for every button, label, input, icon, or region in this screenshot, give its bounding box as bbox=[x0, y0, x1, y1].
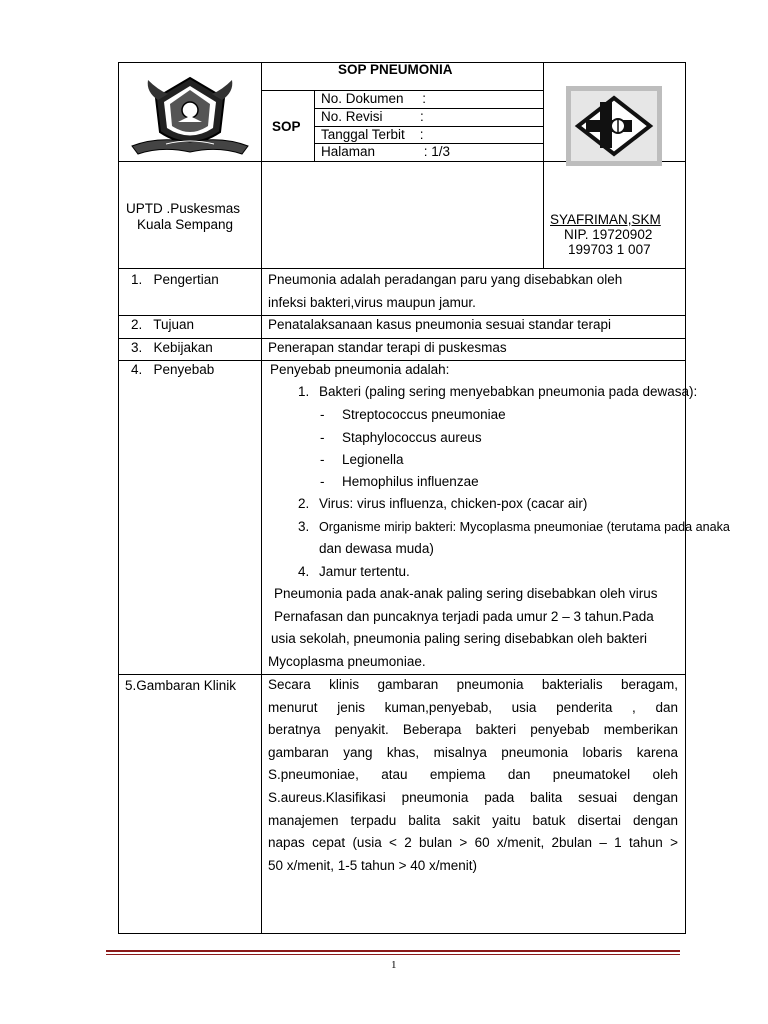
pengertian-line2: infeksi bakteri,virus maupun jamur. bbox=[268, 295, 476, 310]
list-item-virus: Virus: virus influenza, chicken-pox (cacar air) bbox=[319, 496, 588, 511]
list-item-number: 3. bbox=[298, 519, 310, 534]
page-number: 1 bbox=[391, 959, 397, 971]
list-item-number: 4. bbox=[298, 564, 310, 579]
list-item-mycoplasma-cont: dan dewasa muda) bbox=[319, 541, 434, 556]
revision-field: No. Revisi : bbox=[321, 109, 424, 124]
tujuan-text: Penatalaksanaan kasus pneumonia sesuai standar terapi bbox=[268, 317, 611, 332]
label-gambaran-klinik: 5.Gambaran Klinik bbox=[125, 678, 237, 693]
dash-bullet: - bbox=[320, 452, 325, 467]
gambaran-line: manajemen terpadu balita sakit yaitu batuk disertai dengan bbox=[268, 812, 678, 828]
gambaran-line: 50 x/menit, 1-5 tahun > 40 x/menit) bbox=[268, 857, 477, 873]
dash-bullet: - bbox=[320, 430, 325, 445]
gambaran-line: napas cepat (usia < 2 bulan > 60 x/menit, 2bulan – 1 tahun > bbox=[268, 835, 678, 851]
signer-name: SYAFRIMAN,SKM bbox=[550, 212, 661, 227]
label-kebijakan: 3. Kebijakan bbox=[131, 340, 213, 355]
gambaran-line: menurut jenis kuman,penyebab, usia penderita , dan bbox=[268, 699, 678, 715]
regency-emblem-logo bbox=[128, 72, 252, 160]
list-item-number: 2. bbox=[298, 496, 310, 511]
org-name-line1: UPTD .Puskesmas bbox=[126, 201, 241, 216]
gambaran-line: Secara klinis gambaran pneumonia bakterialis beragam, bbox=[268, 677, 678, 692]
list-item-bacteria: Bakteri (paling sering menyebabkan pneumonia pada dewasa): bbox=[319, 384, 698, 399]
kebijakan-text: Penerapan standar terapi di puskesmas bbox=[268, 340, 507, 355]
page-field: Halaman : 1/3 bbox=[321, 144, 451, 159]
penyebab-paragraph-line: Pernafasan dan puncaknya terjadi pada umur 2 – 3 tahun.Pada bbox=[274, 609, 654, 624]
penyebab-paragraph-line: Mycoplasma pneumoniae. bbox=[268, 654, 426, 669]
bacteria-item: Legionella bbox=[342, 452, 404, 467]
dash-bullet: - bbox=[320, 474, 325, 489]
doc-number-field: No. Dokumen : bbox=[321, 91, 427, 106]
sop-label: SOP bbox=[272, 119, 301, 134]
gambaran-line: S.aureus.Klasifikasi pneumonia pada balita sesuai dengan bbox=[268, 789, 678, 805]
pengertian-line1: Pneumonia adalah peradangan paru yang disebabkan oleh bbox=[268, 272, 623, 287]
dash-bullet: - bbox=[320, 407, 325, 422]
bacteria-item: Hemophilus influenzae bbox=[342, 474, 479, 489]
gambaran-line: S.pneumoniae, atau empiema dan pneumatokel oleh bbox=[268, 767, 678, 783]
label-tujuan: 2. Tujuan bbox=[131, 317, 195, 332]
list-item-fungi: Jamur tertentu. bbox=[319, 564, 410, 579]
bacteria-item: Staphylococcus aureus bbox=[342, 430, 482, 445]
org-name-line2: Kuala Sempang bbox=[137, 217, 234, 232]
penyebab-paragraph-line: usia sekolah, pneumonia paling sering disebabkan oleh bakteri bbox=[271, 631, 648, 646]
signer-nip-line2: 199703 1 007 bbox=[568, 242, 651, 257]
penyebab-paragraph-line: Pneumonia pada anak-anak paling sering disebabkan oleh virus bbox=[274, 586, 658, 601]
label-penyebab: 4. Penyebab bbox=[131, 362, 215, 377]
list-item-mycoplasma: Organisme mirip bakteri: Mycoplasma pneumoniae (terutama pada anaka bbox=[319, 520, 730, 534]
bacteria-item: Streptococcus pneumoniae bbox=[342, 407, 506, 422]
penyebab-intro: Penyebab pneumonia adalah: bbox=[270, 362, 450, 377]
health-cross-logo bbox=[566, 86, 662, 166]
label-pengertian: 1. Pengertian bbox=[131, 272, 219, 287]
signer-nip-line1: NIP. 19720902 bbox=[564, 227, 653, 242]
gambaran-line: beratnya penyakit. Beberapa bakteri penyebab memberikan bbox=[268, 722, 678, 738]
document-title: SOP PNEUMONIA bbox=[338, 62, 453, 77]
list-item-number: 1. bbox=[298, 384, 310, 399]
gambaran-klinik-paragraph bbox=[268, 674, 678, 877]
issue-date-field: Tanggal Terbit : bbox=[321, 127, 424, 142]
gambaran-line: gambaran yang khas, misalnya pneumonia lobaris karena bbox=[268, 744, 678, 760]
